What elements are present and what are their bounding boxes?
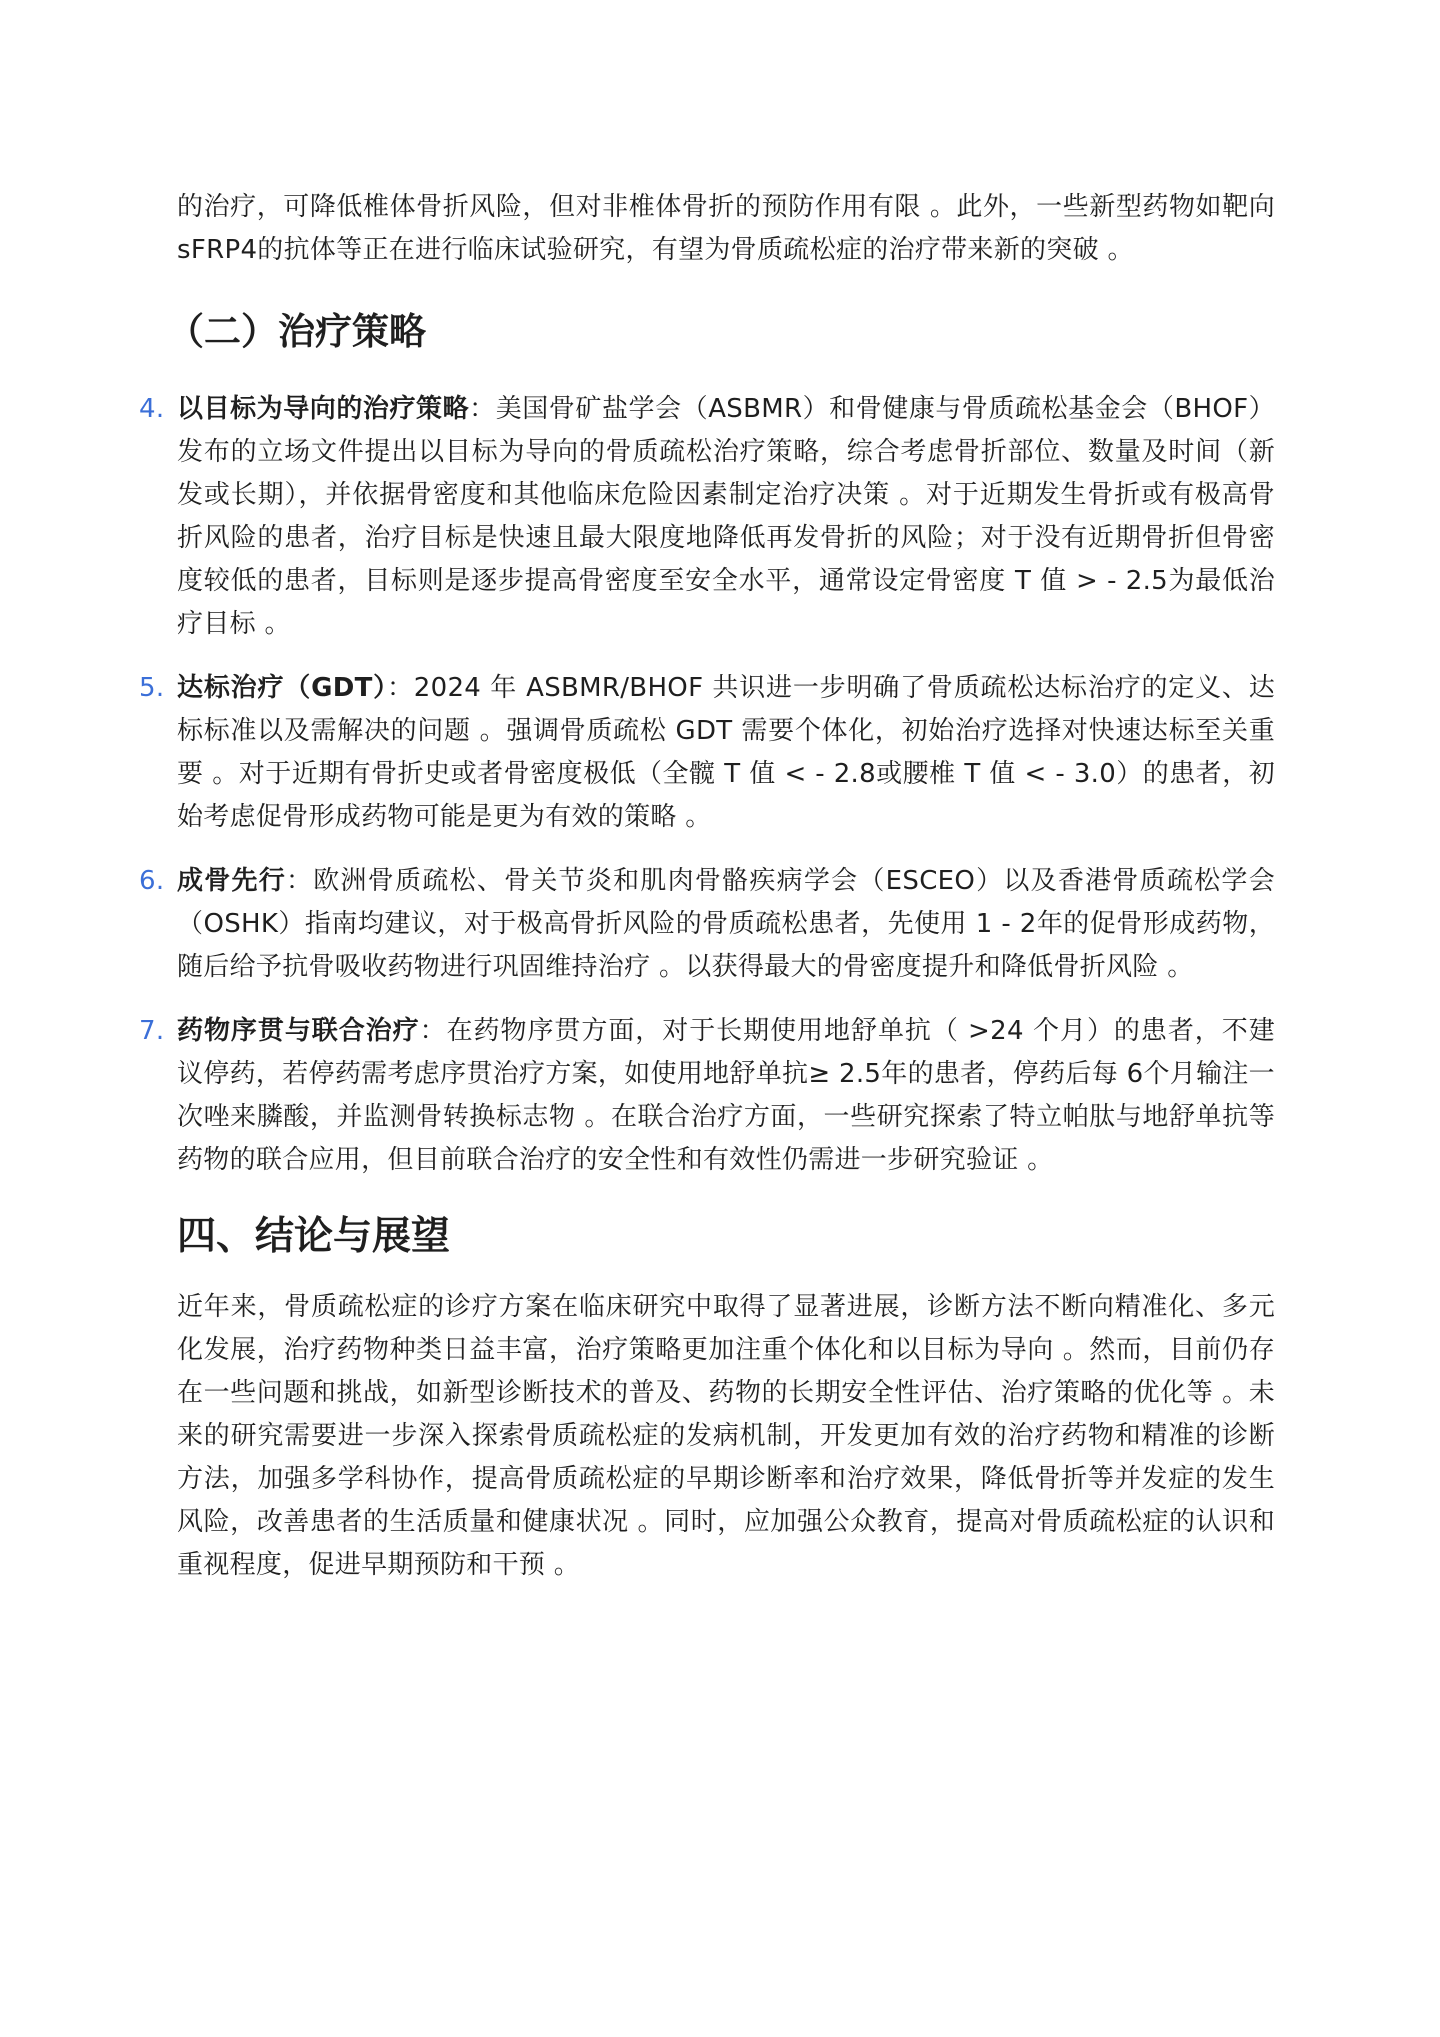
list-item-text: ：美国骨矿盐学会（ASBMR）和骨健康与骨质疏松基金会（BHOF）发布的立场文件提出以目标为导向的骨质疏松治疗策略，综合考虑骨折部位、数量及时间（新发或长期），并依据骨密度和其他临床危险因素制定治疗决策 。对于近期发生骨折或有极高骨折风险的患者，治疗目标是快速且最大限度地降低再发骨折的风险；对于没有近期骨折但骨密度较低的患者，目标则是逐步提高骨密度至安全水平，通常设定骨密度 T 值 > - 2.5为最低治疗目标 。 [177,394,1275,639]
list-item-term: 以目标为导向的治疗策略 [177,394,470,424]
list-item-text: ：欧洲骨质疏松、骨关节炎和肌肉骨骼疾病学会（ESCEO）以及香港骨质疏松学会（OSHK）指南均建议，对于极高骨折风险的骨质疏松患者，先使用 1 - 2年的促骨形成药物，随后给予抗骨吸收药物进行巩固维持治疗 。以获得最大的骨密度提升和降低骨折风险 。 [177,866,1275,982]
list-number: 5. [139,673,165,703]
list-item-text: ：2024 年 ASBMR/BHOF 共识进一步明确了骨质疏松达标治疗的定义、达标标准以及需解决的问题 。强调骨质疏松 GDT 需要个体化，初始治疗选择对快速达标至关重要 。对于近期有骨折史或者骨密度极低（全髋 T 值 < - 2.8或腰椎 T 值 < - 3.0）的患者，初始考虑促骨形成药物可能是更为有效的策略 。 [177,673,1276,832]
intro-paragraph: 的治疗，可降低椎体骨折风险，但对非椎体骨折的预防作用有限 。此外，一些新型药物如靶向 sFRP4的抗体等正在进行临床试验研究，有望为骨质疏松症的治疗带来新的突破 。 [177,192,1275,265]
list-item [139,860,1275,989]
list-item [139,667,1276,839]
conclusion-paragraph: 近年来，骨质疏松症的诊疗方案在临床研究中取得了显著进展，诊断方法不断向精准化、多元化发展，治疗药物种类日益丰富，治疗策略更加注重个体化和以目标为导向 。然而，目前仍存在一些问题和挑战，如新型诊断技术的普及、药物的长期安全性评估、治疗策略的优化等 。未来的研究需要进一步深入探索骨质疏松症的发病机制，开发更加有效的治疗药物和精准的诊断方法，加强多学科协作，提高骨质疏松症的早期诊断率和治疗效果，降低骨折等并发症的发生风险，改善患者的生活质量和健康状况 。同时，应加强公众教育，提高对骨质疏松症的认识和重视程度，促进早期预防和干预 。 [177,1292,1275,1580]
list-number: 6. [139,866,165,896]
strategy-list [139,388,1276,1182]
list-item [139,1010,1275,1182]
list-item-text: ：在药物序贯方面，对于长期使用地舒单抗（ >24 个月）的患者，不建议停药，若停药需考虑序贯治疗方案，如使用地舒单抗≥ 2.5年的患者，停药后每 6个月输注一次唑来膦酸，并监测骨转换标志物 。在联合治疗方面，一些研究探索了特立帕肽与地舒单抗等药物的联合应用，但目前联合治疗的安全性和有效性仍需进一步研究验证 。 [177,1016,1275,1175]
list-number: 7. [139,1016,165,1046]
list-item-term: 成骨先行 [177,866,287,896]
list-item-term: 达标治疗（GDT） [177,673,387,703]
document-page [139,186,1276,1587]
list-item [139,388,1275,646]
subsection-heading: （二）治疗策略 [167,310,426,353]
section-heading: 四、结论与展望 [177,1214,451,1259]
list-number: 4. [139,394,165,424]
list-item-term: 药物序贯与联合治疗 [177,1016,420,1046]
